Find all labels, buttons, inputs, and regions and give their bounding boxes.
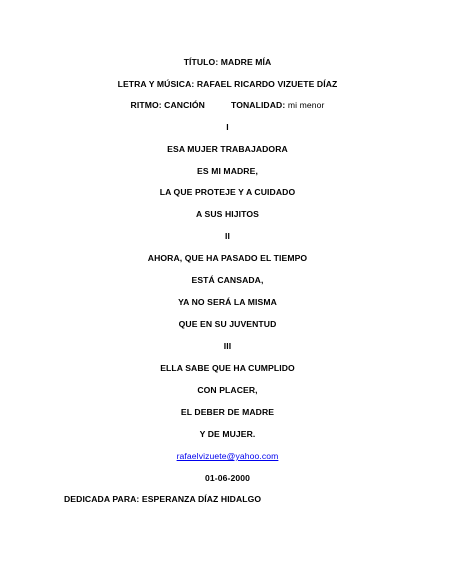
song-rhythm: RITMO: CANCIÓN	[130, 100, 205, 110]
email-link[interactable]: rafaelvizuete@yahoo.com	[176, 451, 279, 461]
verse-line: ESA MUJER TRABAJADORA	[167, 144, 288, 154]
verse-line: ELLA SABE QUE HA CUMPLIDO	[160, 363, 295, 373]
stanza-numeral: III	[223, 341, 232, 351]
verse-line: ES MI MADRE,	[197, 166, 258, 176]
verse-line: AHORA, QUE HA PASADO EL TIEMPO	[147, 253, 308, 263]
email-line	[0, 450, 455, 462]
verse-line: ESTÁ CANSADA,	[191, 275, 264, 285]
song-title: TÍTULO: MADRE MÍA	[183, 57, 272, 67]
song-key-value: mi menor	[287, 100, 325, 110]
song-date: 01-06-2000	[205, 473, 250, 483]
song-rhythm-key	[0, 99, 455, 111]
verse-line: QUE EN SU JUVENTUD	[178, 319, 277, 329]
verse-line: LA QUE PROTEJE Y A CUIDADO	[159, 187, 296, 197]
verse-line: Y DE MUJER.	[199, 429, 256, 439]
stanza-numeral: I	[226, 122, 229, 132]
song-author: LETRA Y MÚSICA: RAFAEL RICARDO VIZUETE DÍAZ	[117, 79, 338, 89]
verse-line: A SUS HIJITOS	[196, 209, 259, 219]
verse-line: EL DEBER DE MADRE	[180, 407, 275, 417]
song-dedication: DEDICADA PARA: ESPERANZA DÍAZ HIDALGO	[64, 494, 262, 504]
stanza-numeral: II	[225, 231, 230, 241]
verse-line: YA NO SERÁ LA MISMA	[178, 297, 277, 307]
song-key-label: TONALIDAD:	[231, 100, 286, 110]
verse-line: CON PLACER,	[197, 385, 258, 395]
